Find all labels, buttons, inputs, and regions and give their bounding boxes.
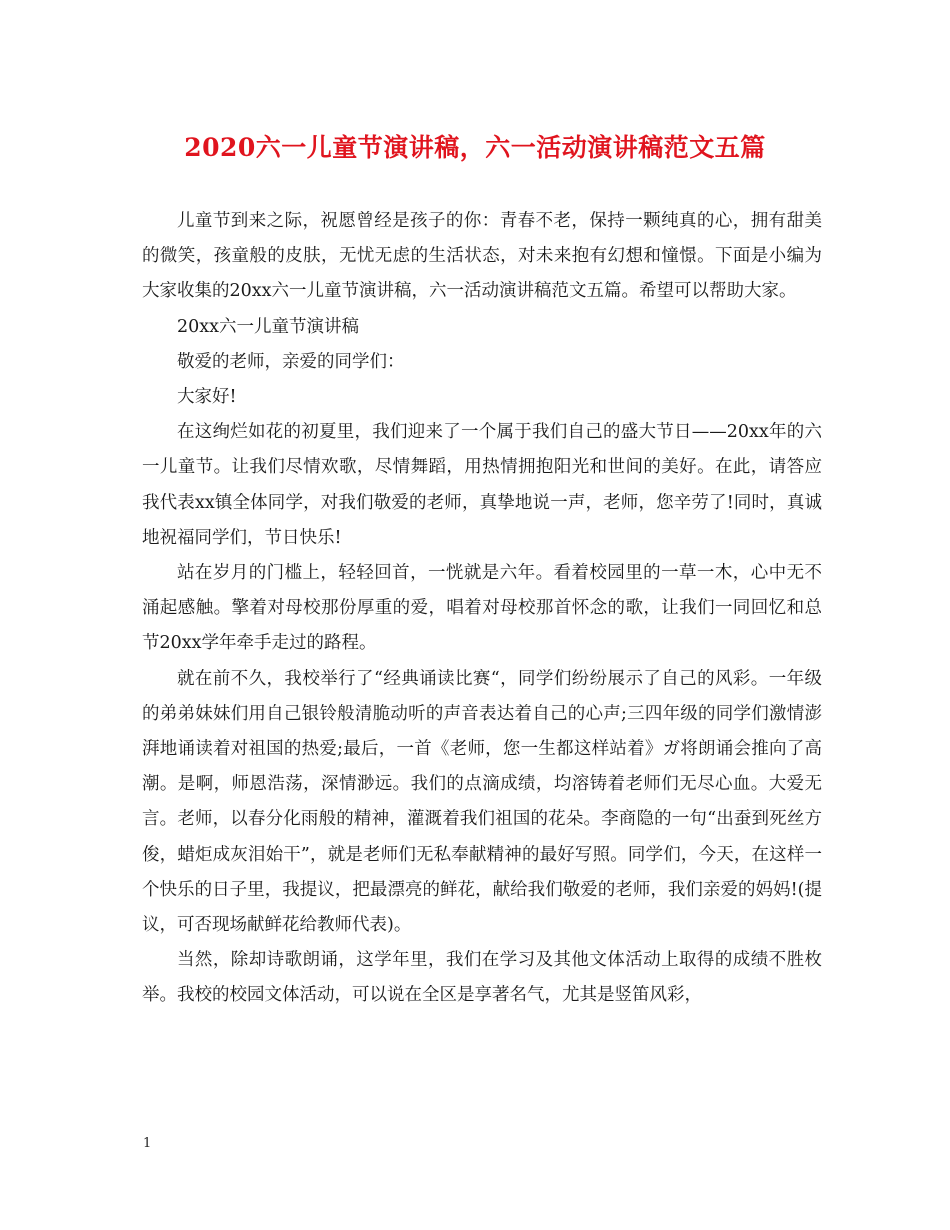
salutation: 敬爱的老师，亲爱的同学们： bbox=[177, 351, 405, 372]
greeting: 大家好! bbox=[177, 387, 237, 408]
speech-heading: 20xx六一儿童节演讲稿 bbox=[177, 316, 360, 337]
document-title: 2020六一儿童节演讲稿，六一活动演讲稿范文五篇 bbox=[184, 133, 766, 162]
body-paragraph: 就在前不久，我校举行了“经典诵读比赛“，同学们纷纷展示了自己的风彩。一年级的弟弟妹妹们用自己银铃般清脆动听的声音表达着自己的心声;三四年级的同学们激情澎湃地诵读着对祖国的热爱;最后，一首《老师，您一生都这样站着》ガ将朗诵会推向了高潮。是啊，师恩浩荡，深情渺远。我们的点滴成绩，均溶铸着老师们无尽心血。大爱无言。老师，以春分化雨般的精神，灌溉着我们祖国的花朵。李商隐的一句“出蚕到死丝方俊，蜡炬成灰泪始干”，就是老师们无私奉献精神的最好写照。同学们，今天，在这样一个快乐的日子里，我提议，把最漂亮的鲜花，献给我们敬爱的老师，我们亲爱的妈妈!(提议，可否现场献鲜花给教师代表)。 bbox=[142, 668, 822, 936]
intro-paragraph: 儿童节到来之际，祝愿曾经是孩子的你：青春不老，保持一颗纯真的心，拥有甜美的微笑，孩童般的皮肤，无忧无虑的生活状态，对未来抱有幻想和憧憬。下面是小编为大家收集的20xx六一儿童节演讲稿，六一活动演讲稿范文五篇。希望可以帮助大家。 bbox=[142, 211, 822, 302]
body-paragraph: 在这绚烂如花的初夏里，我们迎来了一个属于我们自己的盛大节日——20xx年的六一儿童节。让我们尽情欢歌，尽情舞蹈，用热情拥抱阳光和世间的美好。在此，请答应我代表xx镇全体同学，对我们敬爱的老师，真挚地说一声，老师，您辛劳了!同时，真诚地祝福同学们，节日快乐! bbox=[142, 422, 822, 548]
page-number: 1 bbox=[143, 1136, 152, 1151]
body-paragraph: 站在岁月的门槛上，轻轻回首，一恍就是六年。看着校园里的一草一木，心中无不涌起感触。擎着对母校那份厚重的爱，唱着对母校那首怀念的歌，让我们一同回忆和总节20xx学年牵手走过的路程。 bbox=[142, 563, 822, 654]
body-paragraph: 当然，除却诗歌朗诵，这学年里，我们在学习及其他文体活动上取得的成绩不胜枚举。我校的校园文体活动，可以说在全区是享著名气，尤其是竖笛风彩， bbox=[142, 950, 822, 1006]
document-body bbox=[142, 204, 822, 1014]
